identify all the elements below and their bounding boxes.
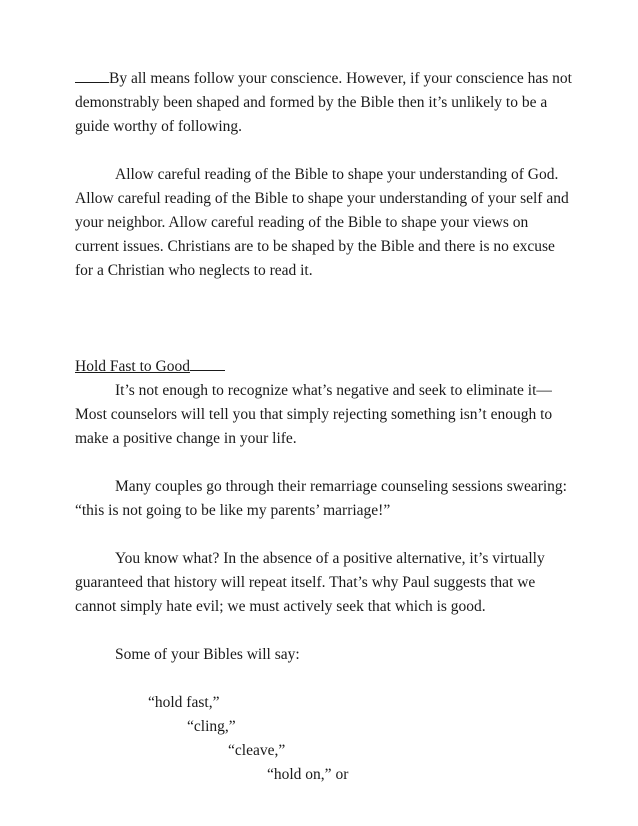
word-list [75, 691, 575, 787]
section-heading [75, 355, 575, 379]
section-spacer [75, 307, 575, 355]
section-heading-text: Hold Fast to Good [75, 358, 190, 375]
word-list-item: “cleave,” [228, 742, 286, 759]
paragraph-bibles-say: Some of your Bibles will say: [115, 646, 300, 663]
paragraph-careful-reading: Allow careful reading of the Bible to shape your understanding of God. Allow careful reading of the Bible to shape your understanding of your self and your neighbor. Allow careful reading of the Bible to shape your views on current issues. Christians are to be shaped by the Bible and there is no excuse for a Christian who neglects to read it. [75, 166, 569, 279]
word-list-item: “hold on,” or [267, 766, 349, 783]
document-page [75, 67, 575, 787]
paragraph-couples: Many couples go through their remarriage counseling sessions swearing: “this is not going to be like my parents’ marriage!” [75, 478, 567, 519]
fill-in-blank [75, 67, 109, 83]
paragraph-history: You know what? In the absence of a positive alternative, it’s virtually guaranteed that history will repeat itself. That’s why Paul suggests that we cannot simply hate evil; we must actively seek that which is good. [75, 550, 545, 615]
paragraph-conscience-text: By all means follow your conscience. However, if your conscience has not demonstrably been shaped and formed by the Bible then it’s unlikely to be a guide worthy of following. [75, 70, 572, 135]
word-list-item: “hold fast,” [148, 694, 220, 711]
paragraph-not-enough: It’s not enough to recognize what’s negative and seek to eliminate it—Most counselors will tell you that simply rejecting something isn’t enough to make a positive change in your life. [75, 382, 553, 447]
word-list-item: “cling,” [187, 718, 236, 735]
paragraph-conscience [75, 67, 575, 139]
fill-in-blank [190, 355, 225, 371]
